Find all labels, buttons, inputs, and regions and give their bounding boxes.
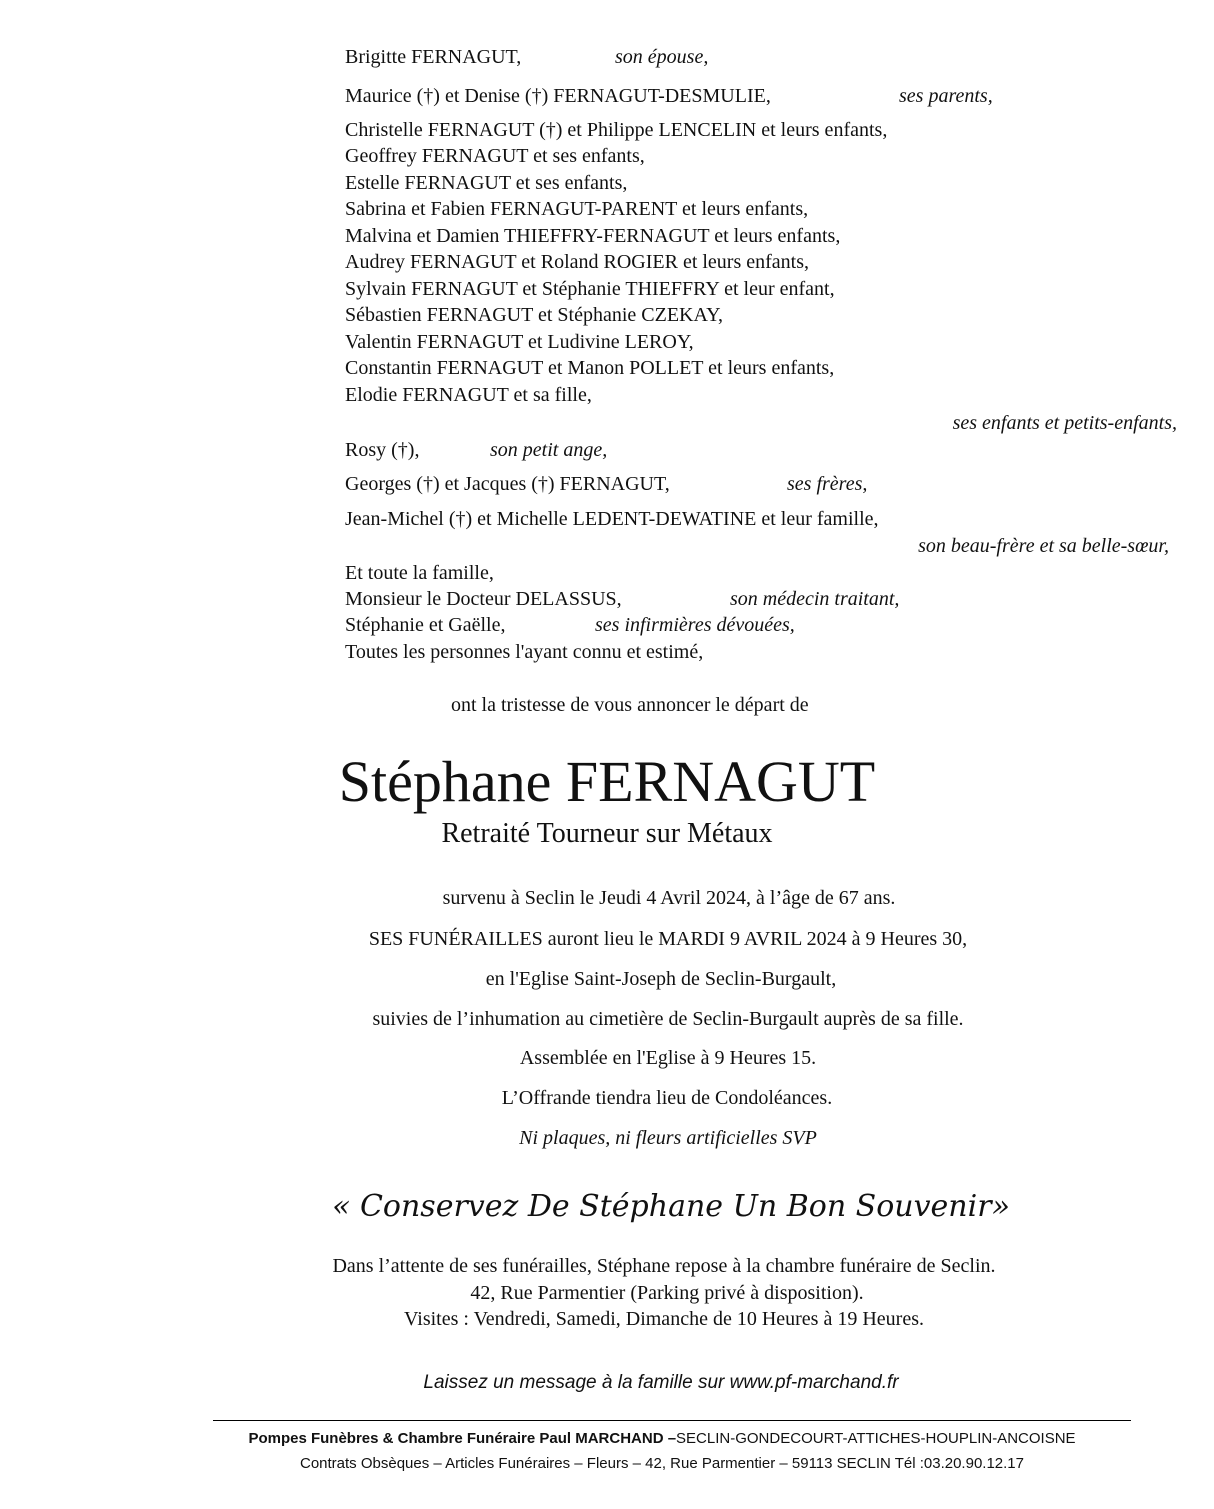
deceased-name: Stéphane FERNAGUT xyxy=(338,749,876,814)
family-child-1: Christelle FERNAGUT (†) et Philippe LENCELIN et leurs enfants, xyxy=(345,119,888,141)
family-child-6: Audrey FERNAGUT et Roland ROGIER et leurs enfants, xyxy=(345,251,810,273)
family-angel-name: Rosy (†), xyxy=(345,439,420,461)
detail-death: survenu à Seclin le Jeudi 4 Avril 2024, à l’âge de 67 ans. xyxy=(442,887,896,909)
announce-text: ont la tristesse de vous annoncer le départ de xyxy=(451,694,809,716)
acquaintances: Toutes les personnes l'ayant connu et estimé, xyxy=(345,641,704,663)
footer-company: Pompes Funèbres & Chambre Funéraire Paul MARCHAND – xyxy=(248,1430,677,1447)
footer-contact: Contrats Obsèques – Articles Funéraires – Fleurs – 42, Rue Parmentier – 59113 SECLIN Tél :03.20.90.12.17 xyxy=(299,1455,1024,1472)
detail-funeral: SES FUNÉRAILLES auront lieu le MARDI 9 AVRIL 2024 à 9 Heures 30, xyxy=(368,928,968,950)
visit-line-3: Visites : Vendredi, Samedi, Dimanche de 10 Heures à 19 Heures. xyxy=(404,1308,924,1330)
family-child-3: Estelle FERNAGUT et ses enfants, xyxy=(345,172,628,194)
family-inlaws-role: son beau-frère et sa belle-sœur, xyxy=(918,535,1169,557)
footer-divider xyxy=(213,1420,1131,1421)
family-children-role: ses enfants et petits-enfants, xyxy=(952,412,1177,434)
doctor-name: Monsieur le Docteur DELASSUS, xyxy=(345,588,622,610)
family-brothers-role: ses frères, xyxy=(787,473,868,495)
family-child-10: Constantin FERNAGUT et Manon POLLET et leurs enfants, xyxy=(345,357,835,379)
family-child-11: Elodie FERNAGUT et sa fille, xyxy=(345,384,592,406)
family-inlaws-name: Jean-Michel (†) et Michelle LEDENT-DEWATINE et leur famille, xyxy=(345,508,879,530)
family-child-5: Malvina et Damien THIEFFRY-FERNAGUT et leurs enfants, xyxy=(345,225,841,247)
no-flowers: Ni plaques, ni fleurs artificielles SVP xyxy=(519,1127,817,1149)
detail-burial: suivies de l’inhumation au cimetière de Seclin-Burgault auprès de sa fille. xyxy=(372,1008,964,1030)
family-child-7: Sylvain FERNAGUT et Stéphanie THIEFFRY et leur enfant, xyxy=(345,278,835,300)
footer-towns: SECLIN-GONDECOURT-ATTICHES-HOUPLIN-ANCOISNE xyxy=(676,1430,1076,1447)
quote: « Conservez De Stéphane Un Bon Souvenir» xyxy=(332,1189,1010,1224)
family-parents-role: ses parents, xyxy=(899,85,993,107)
detail-church: en l'Eglise Saint-Joseph de Seclin-Burgault, xyxy=(485,968,837,990)
footer-company-line xyxy=(55,1429,1214,1449)
detail-offering: L’Offrande tiendra lieu de Condoléances. xyxy=(501,1087,833,1109)
family-child-2: Geoffrey FERNAGUT et ses enfants, xyxy=(345,145,645,167)
detail-assembly: Assemblée en l'Eglise à 9 Heures 15. xyxy=(519,1047,817,1069)
family-all: Et toute la famille, xyxy=(345,562,494,584)
nurses-role: ses infirmières dévouées, xyxy=(595,614,795,636)
family-parents-name: Maurice (†) et Denise (†) FERNAGUT-DESMULIE, xyxy=(345,85,771,107)
family-spouse-role: son épouse, xyxy=(615,46,709,68)
message-link[interactable]: Laissez un message à la famille sur www.pf-marchand.fr xyxy=(423,1372,899,1393)
doctor-role: son médecin traitant, xyxy=(730,588,900,610)
visit-line-2: 42, Rue Parmentier (Parking privé à disposition). xyxy=(470,1282,864,1304)
family-child-4: Sabrina et Fabien FERNAGUT-PARENT et leurs enfants, xyxy=(345,198,809,220)
family-child-9: Valentin FERNAGUT et Ludivine LEROY, xyxy=(345,331,694,353)
nurses-name: Stéphanie et Gaëlle, xyxy=(345,614,506,636)
visit-line-1: Dans l’attente de ses funérailles, Stéphane repose à la chambre funéraire de Seclin. xyxy=(332,1255,996,1277)
family-brothers-name: Georges (†) et Jacques (†) FERNAGUT, xyxy=(345,473,670,495)
deceased-profession: Retraité Tourneur sur Métaux xyxy=(441,818,773,849)
family-angel-role: son petit ange, xyxy=(490,439,608,461)
family-child-8: Sébastien FERNAGUT et Stéphanie CZEKAY, xyxy=(345,304,723,326)
family-spouse-name: Brigitte FERNAGUT, xyxy=(345,46,522,68)
